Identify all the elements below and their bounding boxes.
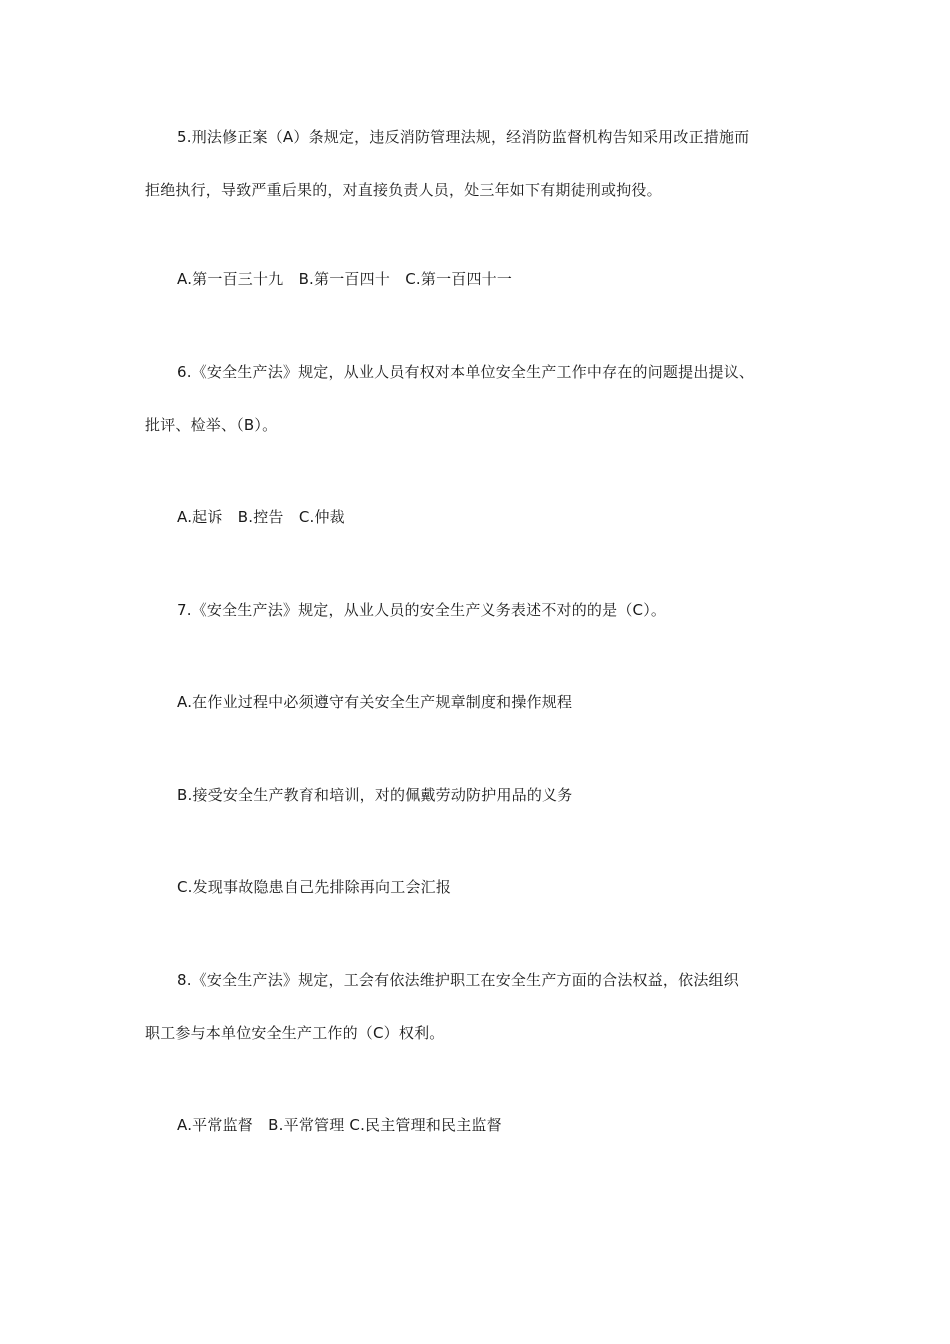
question-8-line-2: 职工参与本单位安全生产工作的（C）权利。 [145,1024,445,1042]
question-8-line-1: 8.《安全生产法》规定，工会有依法维护职工在安全生产方面的合法权益，依法组织 [177,971,739,989]
question-6-options: A.起诉 B.控告 C.仲裁 [177,508,345,526]
question-6-line-2: 批评、检举、（B）。 [145,416,278,434]
question-7-option-a: A.在作业过程中必须遵守有关安全生产规章制度和操作规程 [177,693,573,711]
question-5-line-2: 拒绝执行，导致严重后果的，对直接负责人员，处三年如下有期徒刑或拘役。 [145,181,662,199]
question-7-line-1: 7.《安全生产法》规定，从业人员的安全生产义务表述不对的的是（C）。 [177,601,667,619]
question-7-option-b: B.接受安全生产教育和培训，对的佩戴劳动防护用品的义务 [177,786,573,804]
question-5-line-1: 5.刑法修正案（A）条规定，违反消防管理法规，经消防监督机构告知采用改正措施而 [177,128,750,146]
question-6-line-1: 6.《安全生产法》规定，从业人员有权对本单位安全生产工作中存在的问题提出提议、 [177,363,755,381]
question-5-options: A.第一百三十九 B.第一百四十 C.第一百四十一 [177,270,513,288]
question-7-option-c: C.发现事故隐患自己先排除再向工会汇报 [177,878,452,896]
question-8-options: A.平常监督 B.平常管理 C.民主管理和民主监督 [177,1116,502,1134]
